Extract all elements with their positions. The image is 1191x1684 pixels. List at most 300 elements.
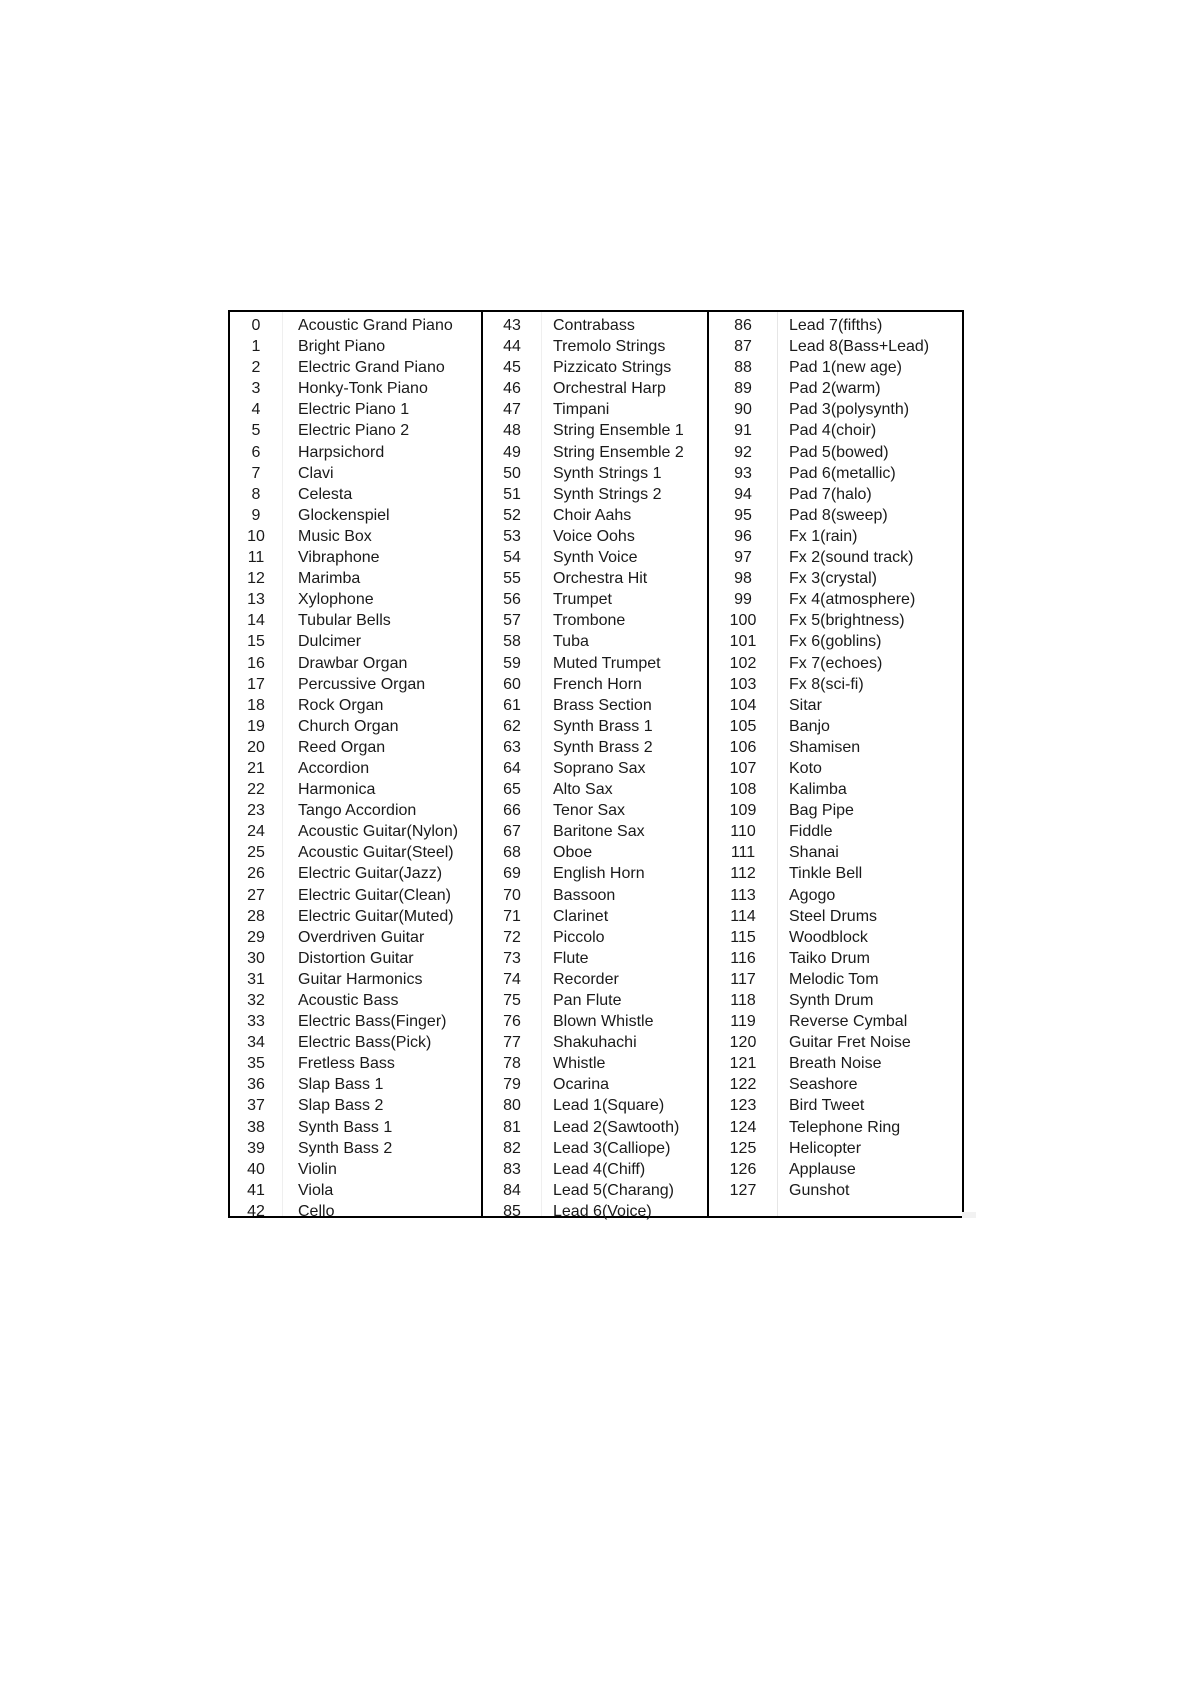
program-number: 119 [730,1013,756,1031]
program-number: 7 [251,464,261,482]
program-number: 60 [503,675,521,693]
program-number: 33 [247,1013,265,1031]
program-number: 54 [503,549,521,567]
instrument-name: Tinkle Bell [789,865,863,883]
table-row [230,821,481,842]
table-row [483,1138,707,1159]
table-row [230,737,481,758]
table-row [483,800,707,821]
table-row [483,653,707,674]
program-number: 125 [729,1139,757,1157]
instrument-name: Electric Guitar(Muted) [298,907,454,925]
instrument-name: Overdriven Guitar [298,928,425,946]
instrument-name: Honky-Tonk Piano [298,380,428,398]
instrument-name: Fx 4(atmosphere) [789,591,916,609]
table-row [709,1095,962,1116]
instrument-name: Trombone [553,612,626,630]
program-number: 3 [251,380,261,398]
table-row [230,1074,481,1095]
program-number: 58 [503,633,521,651]
program-number: 73 [503,949,521,967]
program-number: 15 [247,633,265,651]
table-row [483,505,707,526]
table-row [230,653,481,674]
instrument-name: Piccolo [553,928,605,946]
instrument-name: Pad 4(choir) [789,422,877,440]
instrument-name: Electric Guitar(Jazz) [298,865,443,883]
program-number: 10 [247,527,265,545]
instrument-name: Baritone Sax [553,823,645,841]
program-number: 14 [247,612,265,630]
table-row [709,948,962,969]
program-number: 89 [734,380,752,398]
instrument-name: Synth Brass 2 [553,738,653,756]
table-row [709,779,962,800]
table-row [709,1138,962,1159]
program-number: 4 [251,401,261,419]
instrument-name: Celesta [298,485,353,503]
program-number: 112 [730,865,756,883]
program-number: 16 [247,654,265,672]
table-row [230,695,481,716]
instrument-name: Fx 6(goblins) [789,633,882,651]
program-number: 57 [503,612,521,630]
table-row [483,716,707,737]
instrument-name: Kalimba [789,781,847,799]
instrument-name: Pad 8(sweep) [789,506,888,524]
program-number: 122 [729,1076,757,1094]
program-number: 48 [503,422,521,440]
program-number: 81 [503,1118,521,1136]
table-row [483,737,707,758]
instrument-name: Acoustic Grand Piano [298,317,453,334]
program-number: 67 [503,823,521,841]
instrument-name: Synth Strings 1 [553,464,662,482]
program-number: 18 [247,696,265,714]
instrument-name: Xylophone [298,591,374,609]
instrument-name: Pad 3(polysynth) [789,401,910,419]
table-row [230,1159,481,1180]
program-number: 0 [251,317,261,334]
program-number: 126 [729,1160,757,1178]
table-row [230,927,481,948]
program-number: 107 [729,759,757,777]
table-row [709,885,962,906]
table-row [709,695,962,716]
table-row [230,526,481,547]
table-row [483,927,707,948]
program-number: 93 [734,464,752,482]
table-row [483,1095,707,1116]
program-number: 120 [729,1034,757,1052]
program-number: 74 [503,970,521,988]
instrument-name: Helicopter [789,1139,862,1157]
table-row [230,610,481,631]
program-number: 27 [247,886,265,904]
table-row [709,1011,962,1032]
program-number: 113 [730,886,756,904]
instrument-name: Acoustic Guitar(Nylon) [298,823,459,841]
table-row [483,547,707,568]
instrument-name: Drawbar Organ [298,654,408,672]
column-rows [483,312,707,1222]
instrument-name: Fx 3(crystal) [789,570,877,588]
instrument-name: Synth Bass 1 [298,1118,393,1136]
program-number: 66 [503,802,521,820]
table-row [709,758,962,779]
instrument-name: Alto Sax [553,781,613,799]
program-number: 127 [729,1181,757,1199]
instrument-name: Electric Piano 2 [298,422,410,440]
program-number: 24 [247,823,265,841]
instrument-name: Orchestral Harp [553,380,666,398]
instrument-name: Reverse Cymbal [789,1013,908,1031]
instrument-name: Harpsichord [298,443,385,461]
table-column-3 [707,312,962,1216]
instrument-name: Lead 2(Sawtooth) [553,1118,680,1136]
instrument-name: Lead 7(fifths) [789,317,883,334]
table-row [483,442,707,463]
instrument-name: Lead 6(Voice) [553,1202,652,1220]
program-number: 90 [734,401,752,419]
program-number: 94 [734,485,752,503]
program-number: 84 [503,1181,521,1199]
program-number: 96 [734,527,752,545]
table-column-2 [481,312,707,1220]
table-row [709,1032,962,1053]
instrument-name: Electric Guitar(Clean) [298,886,451,904]
program-number: 117 [730,970,756,988]
instrument-name: Recorder [553,970,619,988]
instrument-name: Flute [553,949,589,967]
program-number: 78 [503,1055,521,1073]
table-row [230,969,481,990]
table-row [483,399,707,420]
column-divider [777,312,778,1216]
instrument-name: Lead 4(Chiff) [553,1160,646,1178]
instrument-name: Music Box [298,527,372,545]
table-row [230,990,481,1011]
table-row [483,526,707,547]
table-row [483,863,707,884]
table-row [709,589,962,610]
program-number: 124 [729,1118,757,1136]
instrument-name: Pad 5(bowed) [789,443,889,461]
table-column-1 [230,312,481,1220]
table-row [230,1053,481,1074]
instrument-name: Fx 1(rain) [789,527,858,545]
instrument-name: Timpani [553,401,610,419]
table-row [709,990,962,1011]
instrument-name: Tremolo Strings [553,338,666,356]
instrument-name: Bird Tweet [789,1097,865,1115]
instrument-name: Fx 8(sci-fi) [789,675,864,693]
table-row [230,463,481,484]
table-row [230,505,481,526]
table-row [483,969,707,990]
program-number: 52 [503,506,521,524]
table-row [709,863,962,884]
program-number: 101 [729,633,757,651]
table-row [230,779,481,800]
column-divider [541,312,542,1216]
table-row [483,1053,707,1074]
program-number: 28 [247,907,265,925]
instrument-name: Fx 7(echoes) [789,654,883,672]
instrument-name: Pan Flute [553,992,622,1009]
program-number: 79 [503,1076,521,1094]
table-row [230,631,481,652]
program-number: 44 [503,338,521,356]
instrument-name: Synth Brass 1 [553,717,653,735]
instrument-name: Synth Strings 2 [553,485,662,503]
table-row [709,927,962,948]
program-number: 108 [729,781,757,799]
table-row [483,357,707,378]
table-row [230,357,481,378]
table-row [230,568,481,589]
program-number: 69 [503,865,521,883]
program-number: 50 [503,464,521,482]
instrument-name: Soprano Sax [553,759,646,777]
program-number: 105 [729,717,757,735]
instrument-name: Koto [789,759,822,777]
table-row [483,885,707,906]
table-row [230,758,481,779]
table-row [483,821,707,842]
table-row [230,315,481,336]
program-number: 51 [503,485,521,503]
table-row [230,442,481,463]
program-number: 23 [247,802,265,820]
program-number: 42 [247,1202,265,1220]
table-row [230,378,481,399]
table-row [483,315,707,336]
instrument-name: Taiko Drum [789,949,870,967]
instrument-name: Electric Bass(Finger) [298,1013,447,1031]
table-row [230,1201,481,1222]
instrument-name: Slap Bass 2 [298,1097,384,1115]
table-row [483,1032,707,1053]
instrument-name: String Ensemble 1 [553,422,684,440]
program-number: 68 [503,844,521,862]
program-number: 100 [729,612,757,630]
program-number: 64 [503,759,521,777]
table-row [709,737,962,758]
table-row [483,779,707,800]
instrument-name: Shakuhachi [553,1034,637,1052]
table-row [230,1095,481,1116]
table-row [230,1117,481,1138]
program-number: 31 [247,970,265,988]
table-row [483,990,707,1011]
program-number: 55 [503,570,521,588]
instrument-name: Dulcimer [298,633,362,651]
instrument-name: Fx 5(brightness) [789,612,905,630]
program-number: 82 [503,1139,521,1157]
program-number: 41 [247,1181,265,1199]
instrument-name: Clarinet [553,907,609,925]
program-number: 70 [503,886,521,904]
table-row [709,568,962,589]
table-row [709,1074,962,1095]
table-row [709,610,962,631]
program-number: 87 [734,338,752,356]
table-row [230,674,481,695]
program-number: 39 [247,1139,265,1157]
program-number: 97 [734,549,752,567]
program-number: 26 [247,865,265,883]
table-row [709,547,962,568]
instrument-name: Whistle [553,1055,606,1073]
table-row [709,463,962,484]
instrument-name: Harmonica [298,781,376,799]
program-number: 83 [503,1160,521,1178]
instrument-name: Breath Noise [789,1055,882,1073]
program-number: 95 [734,506,752,524]
table-row [483,484,707,505]
instrument-name: Marimba [298,570,361,588]
instrument-name: Steel Drums [789,907,878,925]
table-row [709,336,962,357]
table-row [230,863,481,884]
instrument-name: Cello [298,1202,335,1220]
table-row [230,800,481,821]
program-number: 86 [734,317,752,334]
program-number: 62 [503,717,521,735]
instrument-name: Rock Organ [298,696,384,714]
instrument-table [228,310,964,1218]
program-number: 102 [729,654,757,672]
instrument-name: Vibraphone [298,549,380,567]
program-number: 118 [730,992,756,1009]
table-row [709,315,962,336]
column-rows [230,312,481,1222]
instrument-name: Pad 7(halo) [789,485,872,503]
program-number: 30 [247,949,265,967]
table-row [709,378,962,399]
instrument-name: Contrabass [553,317,635,334]
program-number: 2 [251,359,261,377]
program-number: 72 [503,928,521,946]
instrument-name: Tuba [553,633,589,651]
instrument-name: Lead 5(Charang) [553,1181,674,1199]
program-number: 63 [503,738,521,756]
program-number: 109 [729,802,757,820]
instrument-name: Shamisen [789,738,861,756]
instrument-name: Fretless Bass [298,1055,395,1073]
program-number: 20 [247,738,265,756]
program-number: 38 [247,1118,265,1136]
program-number: 115 [730,928,756,946]
program-number: 47 [503,401,521,419]
instrument-name: English Horn [553,865,645,883]
program-number: 80 [503,1097,521,1115]
instrument-name: Synth Voice [553,549,638,567]
instrument-name: Electric Bass(Pick) [298,1034,432,1052]
table-row [709,800,962,821]
program-number: 59 [503,654,521,672]
table-row [709,842,962,863]
instrument-name: Guitar Fret Noise [789,1034,911,1052]
table-row [230,906,481,927]
instrument-name: Bag Pipe [789,802,854,820]
table-row [230,948,481,969]
program-number: 88 [734,359,752,377]
table-row [230,1180,481,1201]
program-number: 1 [251,338,261,356]
program-number: 56 [503,591,521,609]
instrument-name: Choir Aahs [553,506,632,524]
program-number: 6 [251,443,261,461]
program-number: 11 [247,549,265,567]
instrument-name: Reed Organ [298,738,386,756]
table-row [483,758,707,779]
column-divider [282,312,283,1216]
table-row [709,653,962,674]
program-number: 76 [503,1013,521,1031]
program-number: 43 [503,317,521,334]
instrument-name: Oboe [553,844,593,862]
table-row [230,484,481,505]
table-row [483,906,707,927]
table-row [483,948,707,969]
program-number: 34 [247,1034,265,1052]
instrument-name: Acoustic Guitar(Steel) [298,844,454,862]
program-number: 29 [247,928,265,946]
instrument-name: Voice Oohs [553,527,635,545]
table-row [709,631,962,652]
program-number: 13 [247,591,265,609]
table-row [483,1201,707,1222]
instrument-name: Tango Accordion [298,802,417,820]
program-number: 65 [503,781,521,799]
table-row [709,674,962,695]
program-number: 99 [734,591,752,609]
instrument-name: Accordion [298,759,370,777]
instrument-name: Brass Section [553,696,652,714]
table-row [230,716,481,737]
instrument-name: Tenor Sax [553,802,626,820]
instrument-name: Sitar [789,696,822,714]
program-number: 9 [251,506,261,524]
instrument-name: Applause [789,1160,856,1178]
instrument-name: Distortion Guitar [298,949,414,967]
instrument-name: Fiddle [789,823,833,841]
table-row [709,716,962,737]
instrument-name: Pizzicato Strings [553,359,672,377]
program-number: 121 [729,1055,757,1073]
instrument-name: Banjo [789,717,830,735]
table-row [230,420,481,441]
table-row [483,336,707,357]
table-row [709,1180,962,1201]
table-row [483,1180,707,1201]
program-number: 61 [503,696,521,714]
table-row [483,568,707,589]
program-number: 8 [251,485,261,503]
instrument-name: Acoustic Bass [298,992,399,1009]
instrument-name: Shanai [789,844,839,862]
table-row [709,1159,962,1180]
instrument-name: Bright Piano [298,338,386,356]
table-row [709,484,962,505]
instrument-name: Pad 6(metallic) [789,464,896,482]
program-number: 22 [247,781,265,799]
table-row [230,885,481,906]
program-number: 92 [734,443,752,461]
instrument-name: French Horn [553,675,642,693]
